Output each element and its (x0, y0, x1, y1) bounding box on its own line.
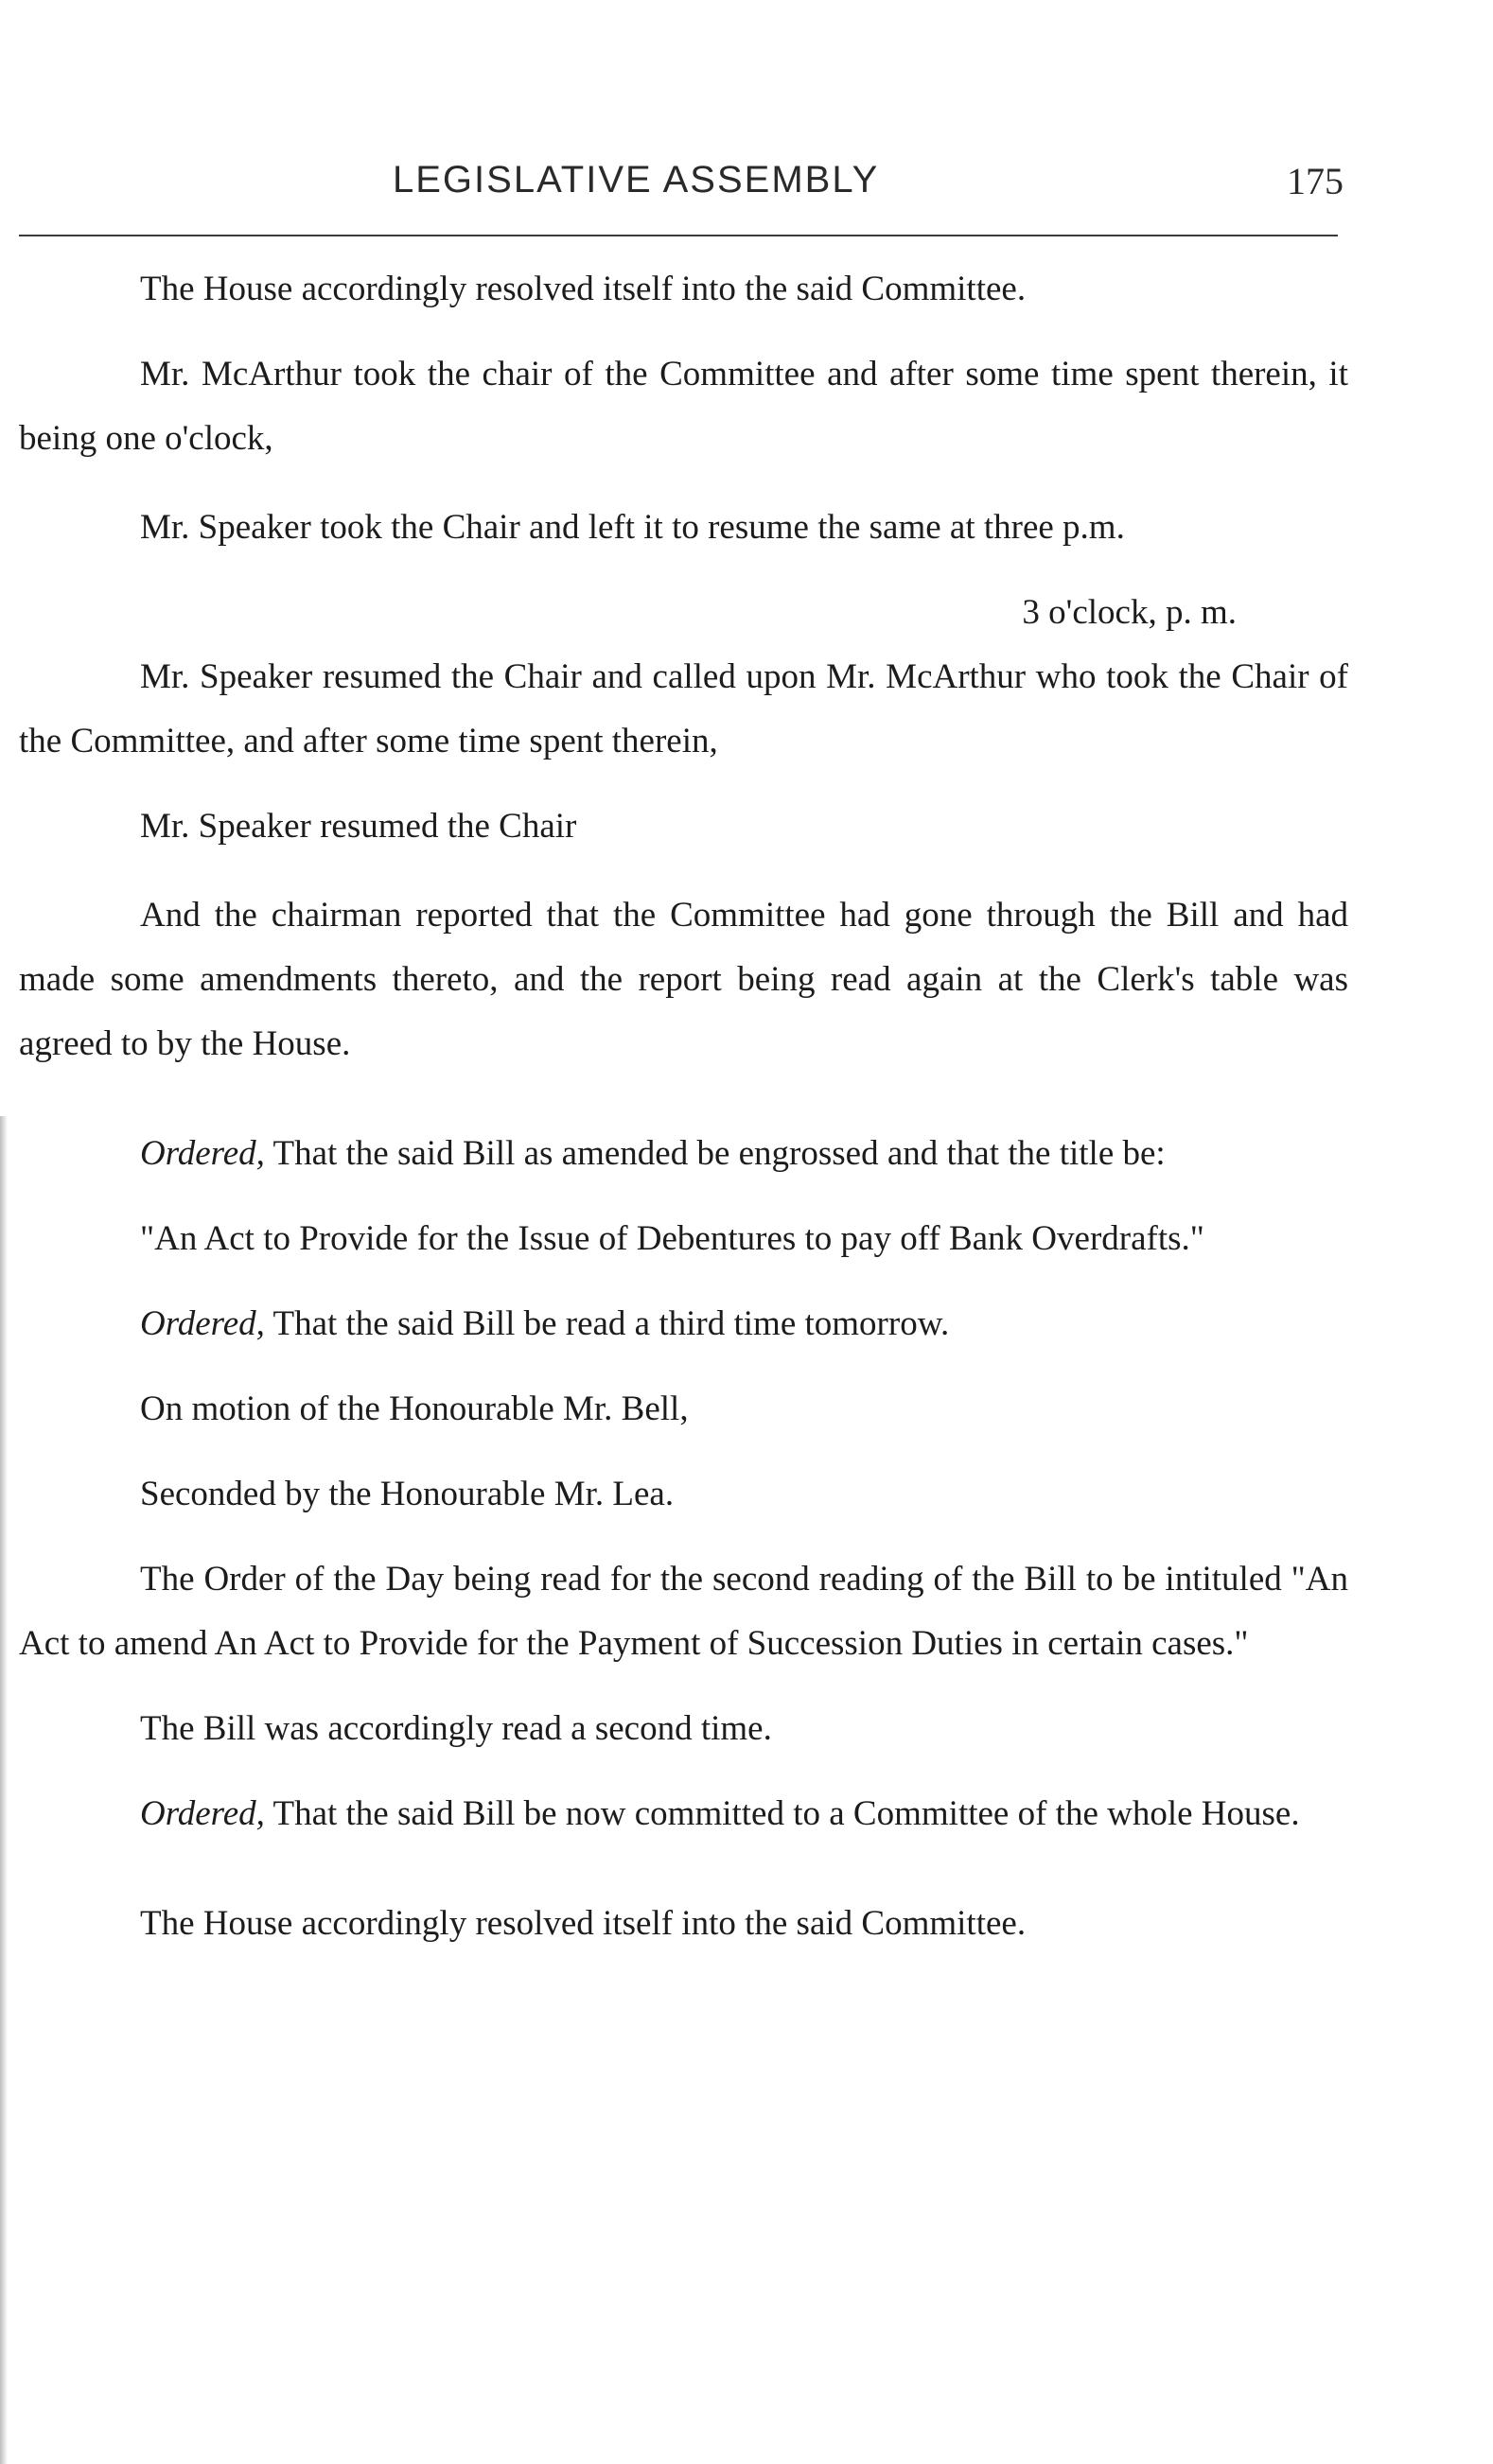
body-text (19, 257, 1348, 1977)
paragraph: Seconded by the Honourable Mr. Lea. (140, 1475, 675, 1513)
paragraph: Mr. McArthur took the chair of the Committee and after some time spent therein, it being one o'clock, (19, 355, 1348, 458)
page-binding-shadow (0, 1116, 8, 2464)
ordered-label: Ordered, (140, 1794, 265, 1833)
paragraph: On motion of the Honourable Mr. Bell, (140, 1389, 689, 1428)
paragraph: The House accordingly resolved itself into the said Committee. (140, 1904, 1027, 1943)
ordered-label: Ordered, (140, 1304, 265, 1343)
ordered-paragraph (19, 1782, 1348, 1846)
paragraph: The Order of the Day being read for the second reading of the Bill to be intituled "An Act to amend An Act to Provide for the Payment of Succession Duties in certain cases." (19, 1560, 1348, 1663)
header-rule (19, 235, 1338, 236)
paragraph: Mr. Speaker took the Chair and left it to resume the same at three p.m. (140, 508, 1125, 547)
ordered-paragraph (19, 1122, 1348, 1186)
paragraph: "An Act to Provide for the Issue of Debentures to pay off Bank Overdrafts." (140, 1219, 1204, 1258)
paragraph: Mr. Speaker resumed the Chair and called upon Mr. McArthur who took the Chair of the Committee, and after some time spent therein, (19, 657, 1348, 760)
running-title: LEGISLATIVE ASSEMBLY (393, 159, 880, 201)
paragraph: And the chairman reported that the Committee had gone through the Bill and had made some amendments thereto, and the report being read again at the Clerk's table was agreed to by the House. (19, 896, 1348, 1063)
running-header (19, 159, 1344, 216)
ordered-text: That the said Bill be read a third time tomorrow. (272, 1304, 950, 1343)
page-number: 175 (1287, 160, 1344, 202)
ordered-paragraph (19, 1292, 1348, 1356)
paragraph: The House accordingly resolved itself into the said Committee. (140, 270, 1027, 308)
time-marker: 3 o'clock, p. m. (1022, 593, 1237, 632)
ordered-text: That the said Bill be now committed to a Committee of the whole House. (272, 1794, 1300, 1833)
ordered-text: That the said Bill as amended be engrossed and that the title be: (272, 1134, 1166, 1173)
paragraph: The Bill was accordingly read a second time. (140, 1709, 772, 1748)
ordered-label: Ordered, (140, 1134, 265, 1173)
paragraph: Mr. Speaker resumed the Chair (140, 807, 577, 846)
